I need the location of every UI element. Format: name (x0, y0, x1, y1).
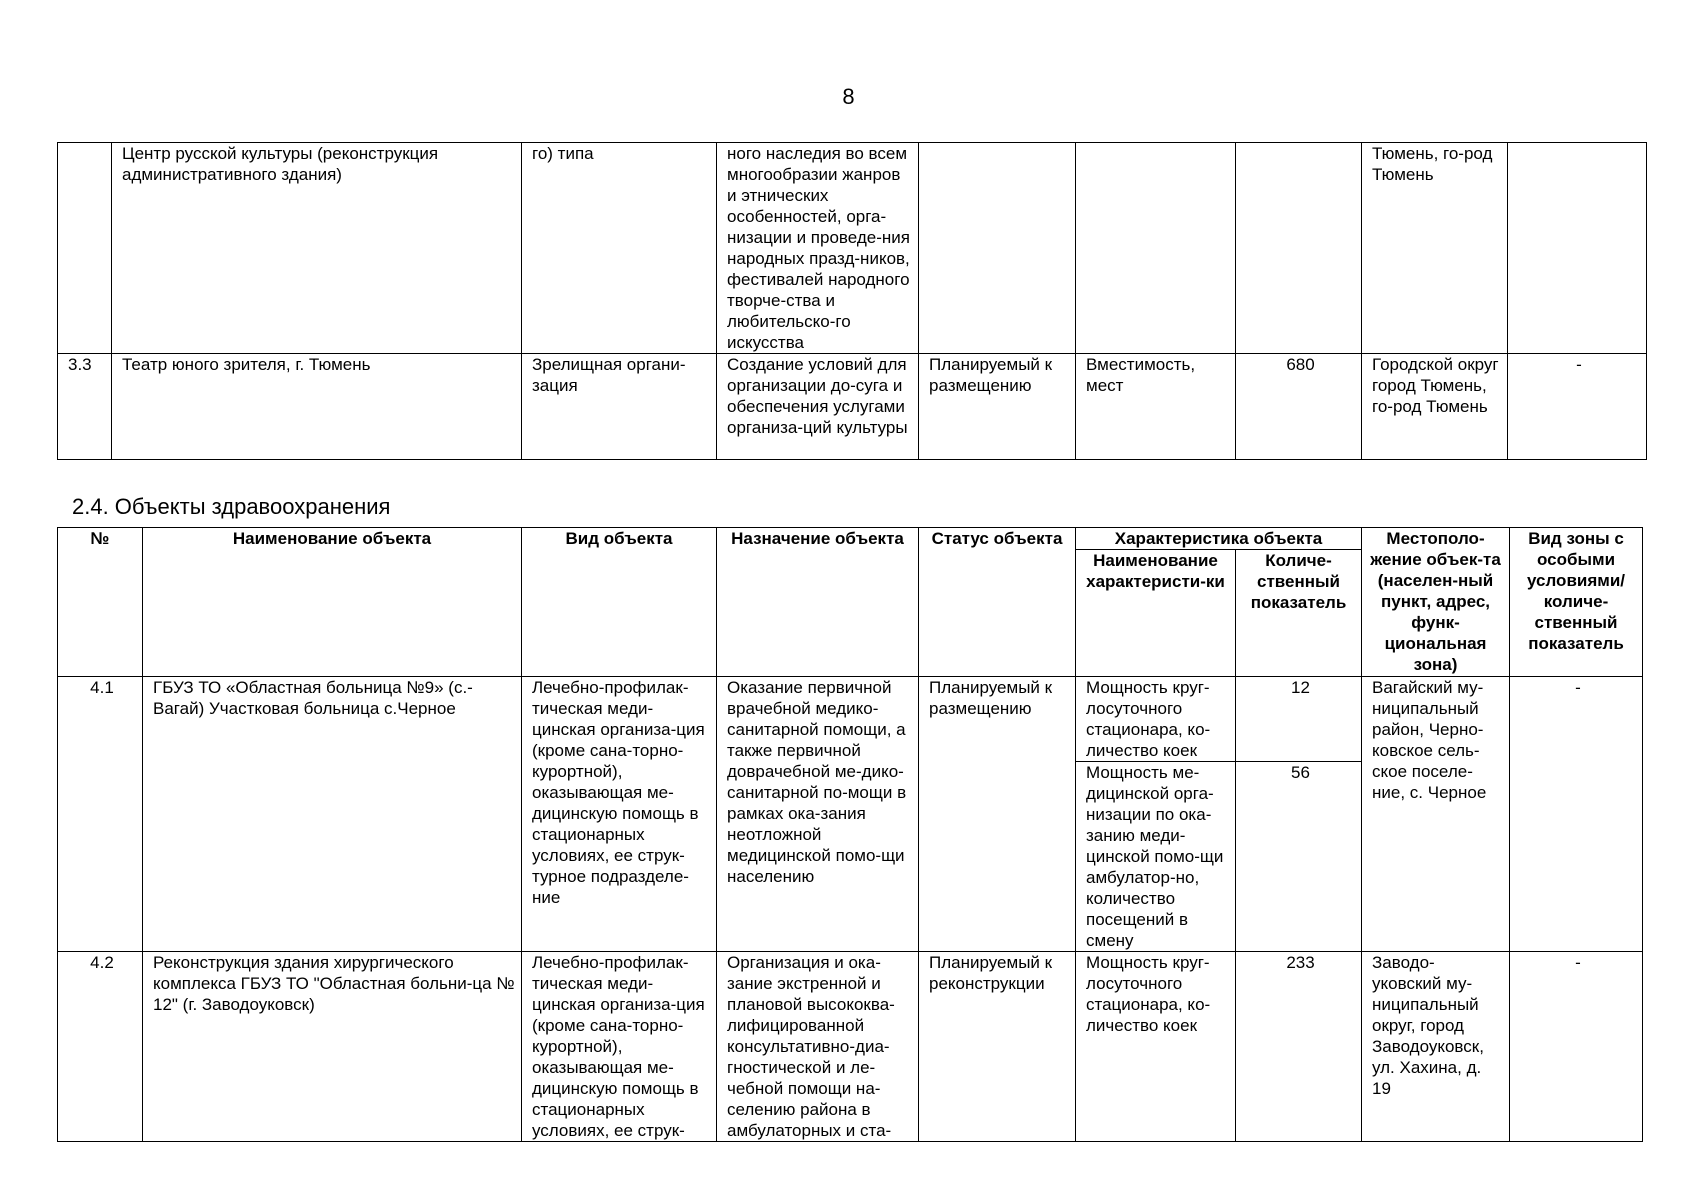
cell-char-name: Мощность ме-дицинской орга-низации по ока-занию меди-цинской помо-щи амбулатор-но, количество посещений в смену (1076, 762, 1236, 952)
header-char-value: Количе-ственный показатель (1236, 550, 1362, 677)
cell-zone (1508, 143, 1647, 354)
cell-num: 4.1 (58, 677, 143, 952)
cell-status: Планируемый к размещению (919, 354, 1076, 460)
cell-char-name: Мощность круг-лосуточного стационара, ко-личество коек (1076, 952, 1236, 1142)
culture-objects-table-continuation (57, 142, 1647, 460)
cell-name: ГБУЗ ТО «Областная больница №9» (с.-Вагай) Участковая больница с.Черное (143, 677, 522, 952)
header-purpose: Назначение объекта (717, 528, 919, 677)
cell-purpose: ного наследия во всем многообразии жанров и этнических особенностей, орга-низации и проведе-ния народных празд-ников, фестивалей народного творче-ства и любительско-го искусства (717, 143, 919, 354)
cell-zone: - (1508, 354, 1647, 460)
header-type: Вид объекта (522, 528, 717, 677)
cell-name: Центр русской культуры (реконструкция административного здания) (112, 143, 522, 354)
page-number: 8 (842, 84, 855, 109)
cell-type: Лечебно-профилак-тическая меди-цинская организа-ция (кроме сана-торно-курортной), оказывающая ме-дицинскую помощь в стационарных условиях, ее струк- (522, 952, 717, 1142)
table-row (58, 354, 1647, 460)
cell-location: Заводо-уковский му-ниципальный округ, город Заводоуковск, ул. Хахина, д. 19 (1362, 952, 1510, 1142)
cell-char-value: 233 (1236, 952, 1362, 1142)
header-status: Статус объекта (919, 528, 1076, 677)
cell-char-value: 680 (1236, 354, 1362, 460)
cell-location: Тюмень, го-род Тюмень (1362, 143, 1508, 354)
cell-status (919, 143, 1076, 354)
section-title: 2.4. Объекты здравоохранения (72, 494, 391, 519)
cell-location: Городской округ город Тюмень, го-род Тюмень (1362, 354, 1508, 460)
cell-purpose: Оказание первичной врачебной медико-санитарной помощи, а также первичной доврачебной ме-дико-санитарной по-мощи в рамках ока-зания неотложной медицинской помо-щи населению (717, 677, 919, 952)
header-characteristic: Характеристика объекта (1076, 528, 1362, 550)
cell-num: 4.2 (58, 952, 143, 1142)
cell-char-name: Вместимость, мест (1076, 354, 1236, 460)
cell-zone: - (1510, 677, 1643, 952)
cell-type: го) типа (522, 143, 717, 354)
header-zone: Вид зоны с особыми условиями/ количе-ственный показатель (1510, 528, 1643, 677)
header-char-name: Наименование характеристи-ки (1076, 550, 1236, 677)
cell-status: Планируемый к размещению (919, 677, 1076, 952)
header-row (58, 528, 1643, 550)
cell-purpose: Организация и ока-зание экстренной и плановой высококва-лифицированной консультативно-диа-гностической и ле-чебной помощи на-селению района в амбулаторных и ста- (717, 952, 919, 1142)
table-row (58, 143, 1647, 354)
cell-num: 3.3 (58, 354, 112, 460)
cell-num (58, 143, 112, 354)
cell-zone: - (1510, 952, 1643, 1142)
cell-char-value: 56 (1236, 762, 1362, 952)
cell-status: Планируемый к реконструкции (919, 952, 1076, 1142)
cell-name: Театр юного зрителя, г. Тюмень (112, 354, 522, 460)
cell-char-value: 12 (1236, 677, 1362, 762)
cell-type: Лечебно-профилак-тическая меди-цинская организа-ция (кроме сана-торно-курортной), оказывающая ме-дицинскую помощь в стационарных условиях, ее струк-турное подразделе-ние (522, 677, 717, 952)
cell-char-name (1076, 143, 1236, 354)
cell-purpose: Создание условий для организации до-суга и обеспечения услугами организа-ций культуры (717, 354, 919, 460)
header-name: Наименование объекта (143, 528, 522, 677)
cell-type: Зрелищная органи-зация (522, 354, 717, 460)
health-objects-table (57, 527, 1643, 1142)
table-row (58, 952, 1643, 1142)
header-num: № (58, 528, 143, 677)
cell-char-value (1236, 143, 1362, 354)
header-location: Местополо-жение объек-та (населен-ный пункт, адрес, функ-циональная зона) (1362, 528, 1510, 677)
cell-location: Вагайский му-ниципальный район, Черно-ковское сель-ское поселе-ние, с. Черное (1362, 677, 1510, 952)
table-row (58, 677, 1643, 762)
cell-name: Реконструкция здания хирургического комплекса ГБУЗ ТО "Областная больни-ца № 12" (г. Заводоуковск) (143, 952, 522, 1142)
cell-char-name: Мощность круг-лосуточного стационара, ко-личество коек (1076, 677, 1236, 762)
